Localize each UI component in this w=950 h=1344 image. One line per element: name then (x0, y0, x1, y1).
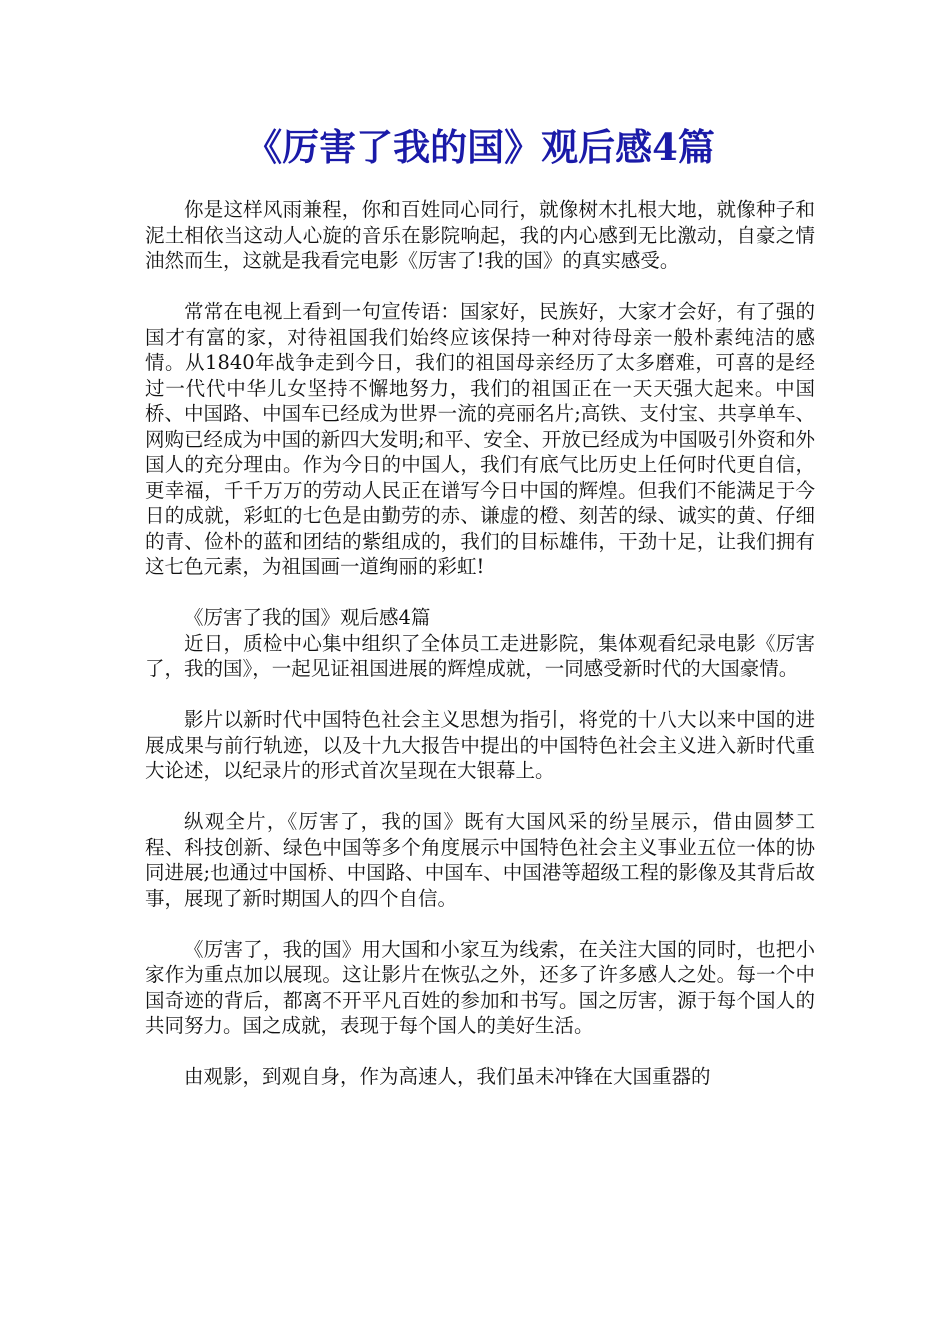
paragraph-5: 纵观全片，《厉害了，我的国》既有大国风采的纷呈展示，借由圆梦工程、科技创新、绿色中国等多个角度展示中国特色社会主义事业五位一体的协同进展;也通过中国桥、中国路、中国车、中国港等超级工程的影像及其背后故事，展现了新时期国人的四个自信。 (145, 810, 815, 910)
paragraph-3: 近日，质检中心集中组织了全体员工走进影院，集体观看纪录电影《厉害了，我的国》，一起见证祖国进展的辉煌成就，一同感受新时代的大国豪情。 (145, 631, 815, 680)
paragraph-spacer (145, 580, 815, 606)
paragraph-spacer (145, 682, 815, 708)
paragraph-4: 影片以新时代中国特色社会主义思想为指引，将党的十八大以来中国的进展成果与前行轨迹，以及十九大报告中提出的中国特色社会主义进入新时代重大论述，以纪录片的形式首次呈现在大银幕上。 (145, 708, 815, 782)
paragraph-7: 由观影，到观自身，作为高速人，我们虽未冲锋在大国重器的 (184, 1065, 711, 1088)
paragraph-2: 常常在电视上看到一句宣传语：国家好，民族好，大家才会好，有了强的国才有富的家，对待祖国我们始终应该保持一种对待母亲一般朴素纯洁的感情。从1840年战争走到今日，我们的祖国母亲经历了太多磨难，可喜的是经过一代代中华儿女坚持不懈地努力，我们的祖国正在一天天强大起来。中国桥、中国路、中国车已经成为世界一流的亮丽名片;高铁、支付宝、共享单车、网购已经成为中国的新四大发明;和平、安全、开放已经成为中国吸引外资和外国人的充分理由。作为今日的中国人，我们有底气比历史上任何时代更自信，更幸福，千千万万的劳动人民正在谱写今日中国的辉煌。但我们不能满足于今日的成就，彩虹的七色是由勤劳的赤、谦虚的橙、刻苦的绿、诚实的黄、仔细的青、俭朴的蓝和团结的紫组成的，我们的目标雄伟，干劲十足，让我们拥有这七色元素，为祖国画一道绚丽的彩虹! (145, 300, 815, 578)
document-body (145, 197, 815, 1090)
paragraph-spacer (145, 911, 815, 937)
section-heading: 《厉害了我的国》观后感4篇 (184, 606, 431, 629)
paragraph-1: 你是这样风雨兼程，你和百姓同心同行，就像树木扎根大地，就像种子和泥土相依当这动人心旋的音乐在影院响起，我的内心感到无比激动，自豪之情油然而生，这就是我看完电影《厉害了!我的国》的真实感受。 (145, 198, 815, 272)
paragraph-6: 《厉害了，我的国》用大国和小家互为线索，在关注大国的同时，也把小家作为重点加以展现。这让影片在恢弘之外，还多了许多感人之处。每一个中国奇迹的背后，都离不开平凡百姓的参加和书写。国之厉害，源于每个国人的共同努力。国之成就，表现于每个国人的美好生活。 (145, 937, 815, 1037)
paragraph-spacer (145, 784, 815, 810)
paragraph-spacer (145, 1039, 815, 1065)
document-title: 《厉害了我的国》观后感4篇 (245, 125, 715, 169)
paragraph-spacer (145, 274, 815, 300)
